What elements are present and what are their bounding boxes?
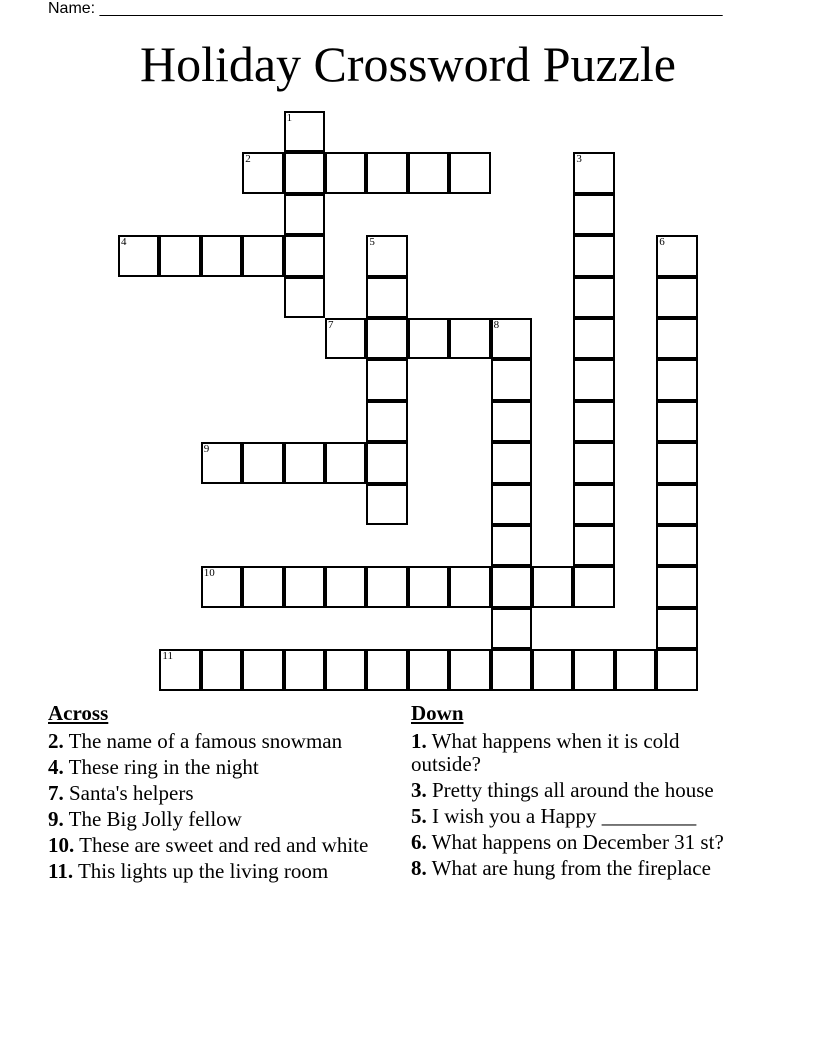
grid-cell[interactable]	[159, 235, 200, 276]
grid-cell[interactable]	[491, 566, 532, 607]
clue-number: 7.	[48, 781, 64, 805]
across-clue	[48, 834, 378, 857]
across-heading: Across	[48, 701, 109, 725]
clue-number: 3.	[411, 778, 427, 802]
clue-text: These are sweet and red and white	[74, 833, 369, 857]
grid-cell[interactable]	[325, 318, 366, 359]
grid-cell[interactable]	[284, 277, 325, 318]
grid-cell[interactable]	[491, 442, 532, 483]
clue-number: 9.	[48, 807, 64, 831]
grid-cell[interactable]	[284, 442, 325, 483]
down-clue	[411, 779, 751, 802]
grid-cell[interactable]	[573, 649, 614, 690]
clue-text: I wish you a Happy _________	[426, 804, 697, 828]
grid-cell[interactable]	[573, 318, 614, 359]
grid-cell[interactable]	[656, 566, 697, 607]
grid-cell[interactable]	[408, 318, 449, 359]
grid-cell[interactable]	[366, 235, 407, 276]
down-clue	[411, 831, 751, 854]
grid-cell[interactable]	[284, 649, 325, 690]
clue-number: 4.	[48, 755, 64, 779]
grid-cell[interactable]	[242, 566, 283, 607]
grid-cell[interactable]	[366, 152, 407, 193]
grid-cell[interactable]	[366, 442, 407, 483]
down-clues	[411, 702, 751, 883]
grid-cell[interactable]	[284, 111, 325, 152]
grid-cell[interactable]	[366, 318, 407, 359]
clue-text: The name of a famous snowman	[63, 729, 343, 753]
clue-number: 8.	[411, 856, 427, 880]
grid-cell[interactable]	[491, 525, 532, 566]
clue-number: 2.	[48, 729, 64, 753]
grid-cell[interactable]	[366, 484, 407, 525]
grid-cell[interactable]	[325, 442, 366, 483]
clue-number-label: 7	[328, 319, 334, 331]
clue-text: Pretty things all around the house	[426, 778, 714, 802]
grid-cell[interactable]	[118, 235, 159, 276]
clue-number: 1.	[411, 729, 427, 753]
grid-cell[interactable]	[449, 649, 490, 690]
clue-number-label: 1	[286, 112, 293, 124]
grid-cell[interactable]	[325, 649, 366, 690]
grid-cell[interactable]	[573, 525, 614, 566]
name-field-label: Name: ______________________________________________________________________	[48, 0, 723, 17]
clue-number: 6.	[411, 830, 427, 854]
grid-cell[interactable]	[491, 359, 532, 400]
grid-cell[interactable]	[656, 401, 697, 442]
down-clue	[411, 857, 751, 880]
clue-text: The Big Jolly fellow	[63, 807, 242, 831]
grid-cell[interactable]	[408, 152, 449, 193]
clue-text: What happens when it is cold outside?	[411, 729, 680, 776]
grid-cell[interactable]	[491, 318, 532, 359]
grid-cell[interactable]	[656, 649, 697, 690]
grid-cell[interactable]	[201, 566, 242, 607]
grid-cell[interactable]	[656, 277, 697, 318]
clue-number-label: 3	[576, 153, 582, 166]
grid-cell[interactable]	[242, 235, 283, 276]
grid-cell[interactable]	[449, 566, 490, 607]
across-clue	[48, 808, 378, 831]
grid-cell[interactable]	[366, 401, 407, 442]
grid-cell[interactable]	[573, 152, 614, 193]
grid-cell[interactable]	[573, 566, 614, 607]
clue-text: This lights up the living room	[73, 859, 329, 883]
across-clue	[48, 730, 378, 753]
grid-cell[interactable]	[284, 235, 325, 276]
grid-cell[interactable]	[573, 401, 614, 442]
grid-cell[interactable]	[656, 525, 697, 566]
grid-cell[interactable]	[491, 608, 532, 649]
grid-cell[interactable]	[366, 566, 407, 607]
grid-cell[interactable]	[201, 235, 242, 276]
grid-cell[interactable]	[242, 649, 283, 690]
grid-cell[interactable]	[284, 194, 325, 235]
grid-cell[interactable]	[242, 152, 283, 193]
grid-cell[interactable]	[573, 442, 614, 483]
across-clue	[48, 782, 378, 805]
clue-number: 10.	[48, 833, 75, 857]
grid-cell[interactable]	[159, 649, 200, 690]
grid-cell[interactable]	[656, 608, 697, 649]
clue-number-label: 9	[203, 443, 210, 456]
clue-number-label: 6	[659, 236, 665, 249]
grid-cell[interactable]	[656, 442, 697, 483]
grid-cell[interactable]	[284, 566, 325, 607]
grid-cell[interactable]	[656, 359, 697, 400]
across-clue	[48, 756, 378, 779]
grid-cell[interactable]	[491, 649, 532, 690]
grid-cell[interactable]	[366, 649, 407, 690]
grid-cell[interactable]	[449, 318, 490, 359]
grid-cell[interactable]	[366, 277, 407, 318]
clue-number-label: 4	[121, 236, 127, 249]
clue-text: These ring in the night	[63, 755, 259, 779]
grid-cell[interactable]	[408, 649, 449, 690]
clue-text: What happens on December 31 st?	[426, 830, 724, 854]
grid-cell[interactable]	[573, 194, 614, 235]
grid-cell[interactable]	[408, 566, 449, 607]
grid-cell[interactable]	[201, 442, 242, 483]
clue-number-label: 8	[493, 319, 500, 331]
across-clue	[48, 860, 378, 883]
down-clue	[411, 805, 751, 828]
grid-cell[interactable]	[573, 235, 614, 276]
grid-cell[interactable]	[242, 442, 283, 483]
grid-cell[interactable]	[325, 566, 366, 607]
grid-cell[interactable]	[491, 401, 532, 442]
grid-cell[interactable]	[573, 359, 614, 400]
clue-text: What are hung from the fireplace	[426, 856, 711, 880]
down-heading: Down	[411, 701, 464, 725]
clue-number-label: 2	[245, 153, 251, 166]
grid-cell[interactable]	[201, 649, 242, 690]
grid-cell[interactable]	[491, 484, 532, 525]
clue-number: 11.	[48, 859, 74, 883]
down-clue	[411, 730, 751, 776]
grid-cell[interactable]	[656, 318, 697, 359]
clue-number: 5.	[411, 804, 427, 828]
grid-cell[interactable]	[615, 649, 656, 690]
clue-number-label: 11	[162, 650, 173, 663]
grid-cell[interactable]	[284, 152, 325, 193]
grid-cell[interactable]	[656, 235, 697, 276]
clue-text: Santa's helpers	[63, 781, 194, 805]
page-title: Holiday Crossword Puzzle	[139, 36, 677, 92]
grid-cell[interactable]	[449, 152, 490, 193]
grid-cell[interactable]	[573, 277, 614, 318]
across-clues	[48, 702, 378, 886]
grid-cell[interactable]	[656, 484, 697, 525]
clue-number-label: 10	[203, 567, 215, 580]
grid-cell[interactable]	[532, 566, 573, 607]
clue-number-label: 5	[369, 236, 375, 249]
grid-cell[interactable]	[532, 649, 573, 690]
grid-cell[interactable]	[366, 359, 407, 400]
grid-cell[interactable]	[325, 152, 366, 193]
grid-cell[interactable]	[573, 484, 614, 525]
